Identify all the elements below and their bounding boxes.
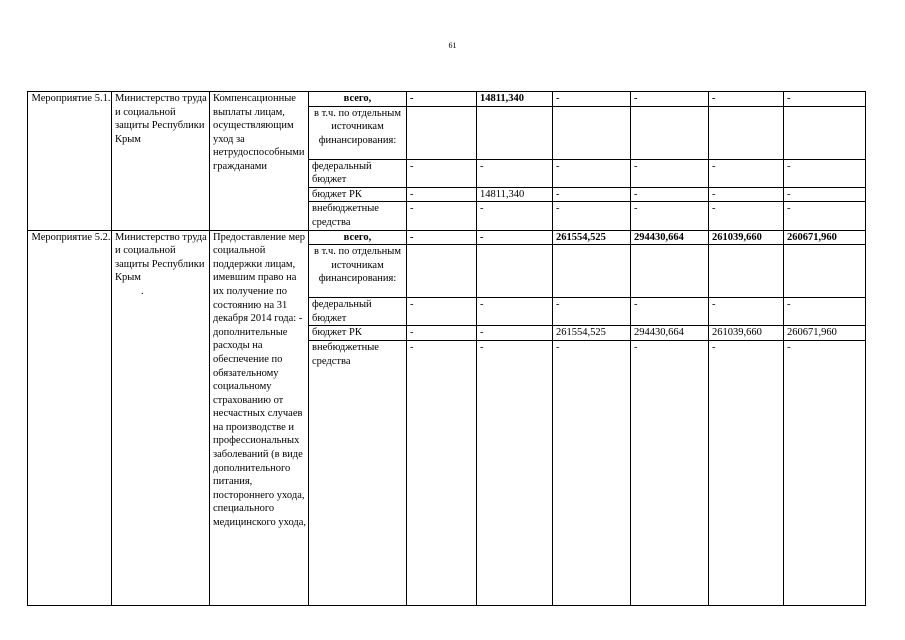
funding-value: -: [407, 230, 477, 245]
description-cell: Компенсационные выплаты лицам, осуществляющим уход за нетрудоспособными гражданами: [210, 92, 309, 231]
funding-value: -: [553, 92, 631, 107]
funding-value: -: [407, 326, 477, 341]
funding-source-label: федеральный бюджет: [309, 159, 407, 187]
funding-value: [477, 106, 553, 159]
funding-source-label: бюджет РК: [309, 326, 407, 341]
funding-value: -: [784, 298, 866, 326]
funding-value: 261554,525: [553, 326, 631, 341]
funding-value: -: [477, 326, 553, 341]
funding-value: -: [553, 298, 631, 326]
funding-value: -: [784, 202, 866, 230]
funding-value: -: [407, 187, 477, 202]
funding-value: -: [477, 230, 553, 245]
funding-value: [553, 106, 631, 159]
funding-value: [784, 245, 866, 298]
executor-text: Министерство труда и социальной защиты Республики Крым: [115, 93, 207, 145]
funding-value: -: [709, 298, 784, 326]
funding-source-label: бюджет РК: [309, 187, 407, 202]
description-cell: Предоставление мер социальной поддержки лицам, имевшим право на их получение по состоянию на 31 декабря 2014 года: - дополнительные расходы на обеспечение по обязательному социальному страхованию от несчастных случаев на производстве и профессиональных заболеваний (в виде дополнительного питания, постороннего ухода, специального медицинского ухода,: [210, 230, 309, 605]
executor-text: Министерство труда и социальной защиты Республики Крым: [115, 231, 207, 284]
funding-value: -: [631, 92, 709, 107]
funding-value: 261554,525: [553, 230, 631, 245]
funding-value: -: [407, 298, 477, 326]
funding-value: -: [477, 298, 553, 326]
event-cell: Мероприятие 5.1.: [28, 92, 112, 231]
funding-value: -: [631, 298, 709, 326]
funding-value: 261039,660: [709, 326, 784, 341]
funding-value: [631, 245, 709, 298]
table-row: [28, 230, 866, 245]
funding-value: -: [407, 340, 477, 605]
funding-value: -: [709, 340, 784, 605]
funding-value: -: [784, 187, 866, 202]
funding-source-label: внебюджетные средства: [309, 202, 407, 230]
funding-value: [784, 106, 866, 159]
funding-value: 260671,960: [784, 326, 866, 341]
funding-value: -: [407, 92, 477, 107]
funding-value: -: [709, 92, 784, 107]
funding-value: [631, 106, 709, 159]
funding-value: 14811,340: [477, 187, 553, 202]
funding-value: -: [553, 187, 631, 202]
funding-value: 294430,664: [631, 230, 709, 245]
funding-value: -: [709, 159, 784, 187]
funding-value: 14811,340: [477, 92, 553, 107]
funding-value: -: [709, 202, 784, 230]
funding-value: [407, 245, 477, 298]
funding-value: -: [631, 187, 709, 202]
funding-value: -: [784, 340, 866, 605]
funding-source-label: всего,: [309, 92, 407, 107]
funding-value: -: [553, 159, 631, 187]
funding-value: -: [477, 202, 553, 230]
funding-value: -: [784, 159, 866, 187]
funding-value: [407, 106, 477, 159]
program-table: [27, 91, 866, 606]
funding-value: 294430,664: [631, 326, 709, 341]
funding-value: 260671,960: [784, 230, 866, 245]
page-number: 61: [448, 41, 457, 50]
funding-source-label: внебюджетные средства: [309, 340, 407, 605]
funding-source-label: всего,: [309, 230, 407, 245]
funding-value: -: [631, 159, 709, 187]
funding-value: -: [407, 159, 477, 187]
funding-value: -: [553, 202, 631, 230]
funding-value: -: [477, 159, 553, 187]
executor-cell: [112, 230, 210, 605]
funding-source-label: в т.ч. по отдельным источникам финансирования:: [309, 245, 407, 298]
funding-value: -: [709, 187, 784, 202]
executor-cell: [112, 92, 210, 231]
funding-value: [709, 245, 784, 298]
funding-value: [553, 245, 631, 298]
executor-mark: .: [141, 285, 144, 297]
funding-value: -: [631, 340, 709, 605]
table-row: [28, 92, 866, 107]
funding-value: -: [407, 202, 477, 230]
funding-value: -: [631, 202, 709, 230]
funding-value: [709, 106, 784, 159]
funding-source-label: федеральный бюджет: [309, 298, 407, 326]
funding-value: -: [553, 340, 631, 605]
event-cell: Мероприятие 5.2.: [28, 230, 112, 605]
funding-value: 261039,660: [709, 230, 784, 245]
funding-value: -: [784, 92, 866, 107]
funding-value: [477, 245, 553, 298]
funding-source-label: в т.ч. по отдельным источникам финансирования:: [309, 106, 407, 159]
funding-value: -: [477, 340, 553, 605]
